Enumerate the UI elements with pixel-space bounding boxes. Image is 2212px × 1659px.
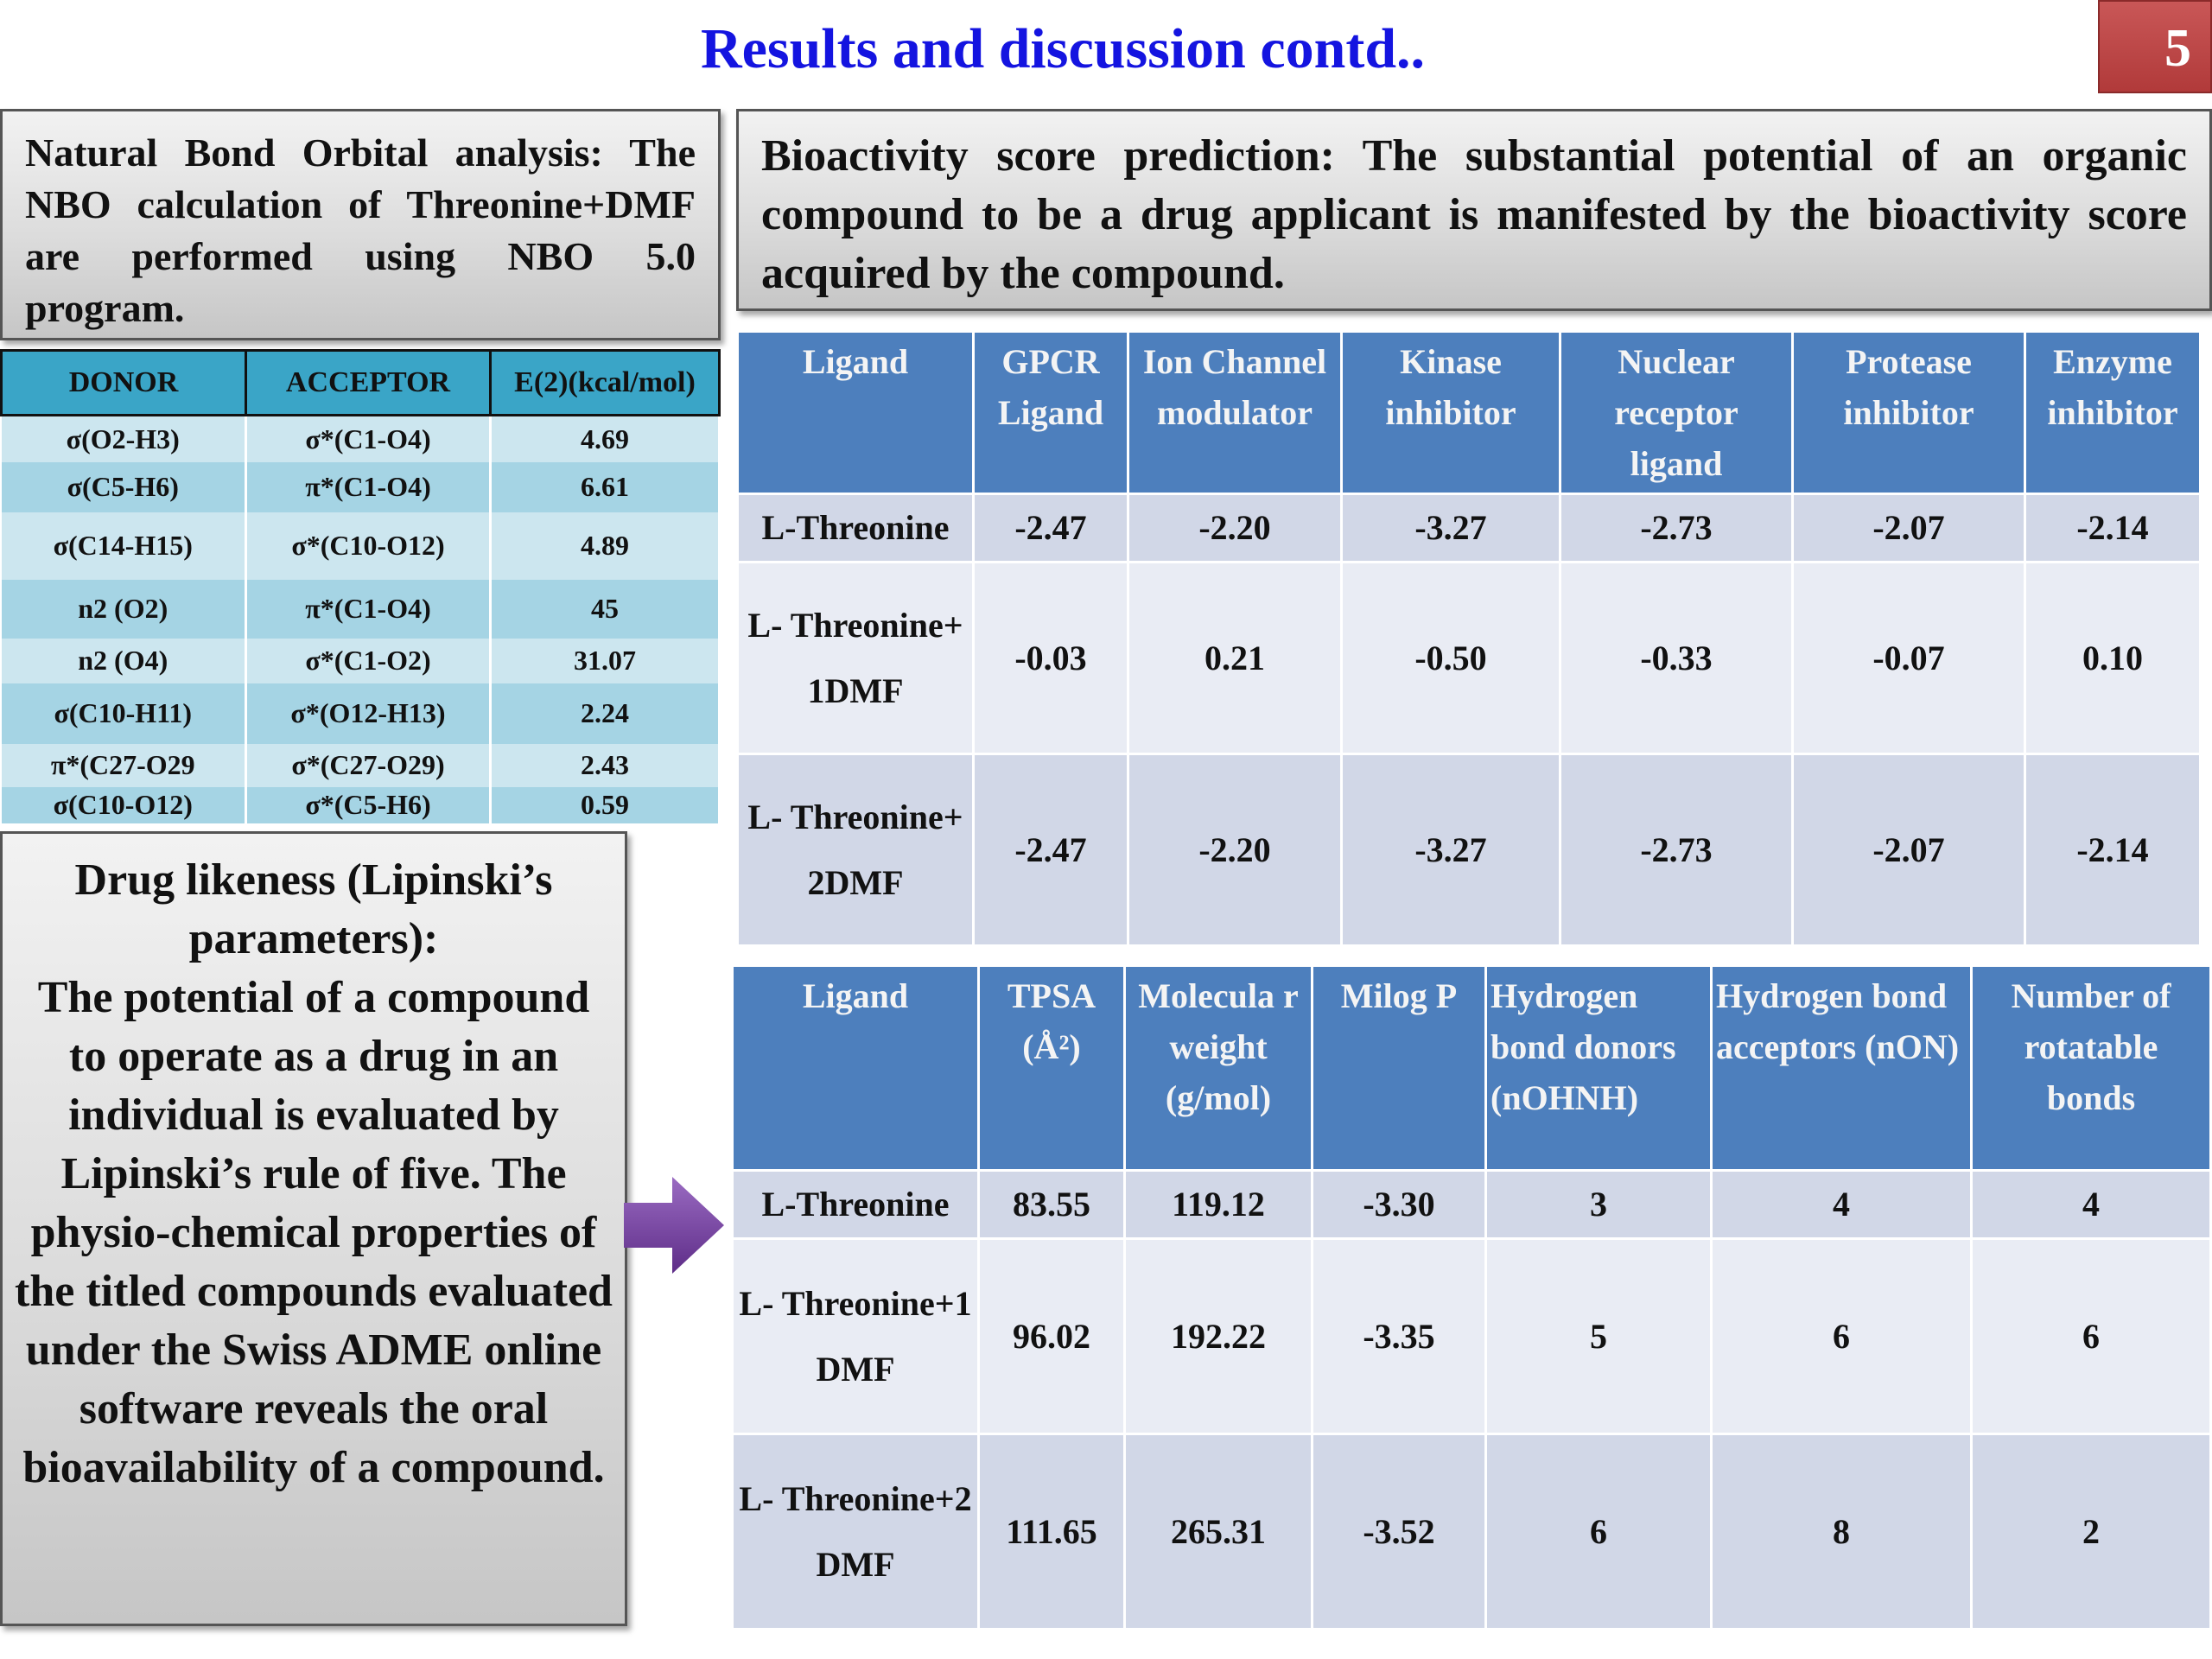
table-cell: π*(C1-O4)	[246, 462, 491, 512]
table-cell: -0.50	[1342, 563, 1560, 754]
table-row	[738, 494, 2201, 563]
table-cell: 6	[1486, 1434, 1712, 1630]
table-cell: L-Threonine	[733, 1171, 979, 1239]
table-cell: 96.02	[979, 1239, 1125, 1434]
bio-header-protease: Protease inhibitor	[1793, 332, 2025, 494]
bioactivity-header-row	[738, 332, 2201, 494]
table-cell: -3.27	[1342, 494, 1560, 563]
table-cell: -2.07	[1793, 754, 2025, 946]
table-cell: 111.65	[979, 1434, 1125, 1630]
nbo-table	[0, 349, 721, 823]
table-cell: 45	[491, 580, 720, 639]
table-cell: σ(C10-H11)	[2, 683, 246, 744]
table-cell: 5	[1486, 1239, 1712, 1434]
table-cell: L- Threonine+ 2DMF	[738, 754, 974, 946]
table-cell: 0.10	[2025, 563, 2201, 754]
table-cell: σ(C14-H15)	[2, 512, 246, 580]
table-cell: 6.61	[491, 462, 720, 512]
lip-header-hb-donors: Hydrogen bond donors (nOHNH)	[1486, 966, 1712, 1171]
table-row	[2, 416, 720, 462]
table-row	[2, 744, 720, 787]
table-cell: π*(C27-O29	[2, 744, 246, 787]
nbo-header-energy: E(2)(kcal/mol)	[491, 351, 720, 416]
table-row	[2, 787, 720, 823]
table-cell: 119.12	[1125, 1171, 1313, 1239]
table-row	[2, 639, 720, 683]
table-cell: 2	[1972, 1434, 2211, 1630]
table-cell: 0.21	[1128, 563, 1342, 754]
nbo-description-box	[0, 109, 721, 340]
table-cell: 6	[1972, 1239, 2211, 1434]
table-cell: L- Threonine+2 DMF	[733, 1434, 979, 1630]
table-cell: σ*(O12-H13)	[246, 683, 491, 744]
nbo-header-donor: DONOR	[2, 351, 246, 416]
table-row	[738, 563, 2201, 754]
bioactivity-description-text: Bioactivity score prediction: The substantial potential of an organic compound to be a drug applicant is manifested by the bioactivity score acquired by the compound.	[761, 131, 2187, 298]
bioactivity-description-box	[736, 109, 2212, 311]
bio-header-nuclear: Nuclear receptor ligand	[1560, 332, 1793, 494]
table-cell: σ(O2-H3)	[2, 416, 246, 462]
lip-header-ligand: Ligand	[733, 966, 979, 1171]
table-cell: σ*(C27-O29)	[246, 744, 491, 787]
table-cell: L- Threonine+ 1DMF	[738, 563, 974, 754]
table-row	[2, 462, 720, 512]
lip-header-tpsa: TPSA (Å²)	[979, 966, 1125, 1171]
table-row	[2, 683, 720, 744]
table-cell: -2.47	[974, 494, 1128, 563]
lip-header-rotatable: Number of rotatable bonds	[1972, 966, 2211, 1171]
nbo-table-header-row	[2, 351, 720, 416]
table-cell: -2.07	[1793, 494, 2025, 563]
lip-header-mol-weight: Molecula r weight (g/mol)	[1125, 966, 1313, 1171]
table-cell: 4	[1712, 1171, 1972, 1239]
table-row	[738, 754, 2201, 946]
table-cell: 6	[1712, 1239, 1972, 1434]
bio-header-gpcr: GPCR Ligand	[974, 332, 1128, 494]
table-cell: L- Threonine+1 DMF	[733, 1239, 979, 1434]
bio-header-enzyme: Enzyme inhibitor	[2025, 332, 2201, 494]
table-cell: -3.30	[1313, 1171, 1486, 1239]
table-cell: L-Threonine	[738, 494, 974, 563]
table-cell: -3.35	[1313, 1239, 1486, 1434]
table-cell: σ*(C1-O2)	[246, 639, 491, 683]
table-cell: σ(C5-H6)	[2, 462, 246, 512]
table-cell: 31.07	[491, 639, 720, 683]
lip-header-milog-p: Milog P	[1313, 966, 1486, 1171]
table-cell: 265.31	[1125, 1434, 1313, 1630]
table-cell: 2.43	[491, 744, 720, 787]
table-row	[733, 1434, 2211, 1630]
table-cell: -2.73	[1560, 494, 1793, 563]
table-row	[733, 1171, 2211, 1239]
table-cell: 8	[1712, 1434, 1972, 1630]
bioactivity-table	[736, 330, 2202, 947]
table-cell: 2.24	[491, 683, 720, 744]
table-row	[2, 580, 720, 639]
table-cell: -0.03	[974, 563, 1128, 754]
table-cell: 4.69	[491, 416, 720, 462]
table-cell: -2.20	[1128, 494, 1342, 563]
table-cell: -2.47	[974, 754, 1128, 946]
table-row	[2, 512, 720, 580]
drug-likeness-text: The potential of a compound to operate as a drug in an individual is evaluated by Lipinski’s rule of five. The physio-chemical properties of the titled compounds evaluated under the Swiss ADME online software reveals the oral bioavailability of a compound.	[15, 973, 613, 1492]
drug-likeness-box	[0, 831, 627, 1626]
table-cell: 4	[1972, 1171, 2211, 1239]
table-cell: -3.52	[1313, 1434, 1486, 1630]
table-cell: n2 (O2)	[2, 580, 246, 639]
table-cell: -0.07	[1793, 563, 2025, 754]
table-cell: 3	[1486, 1171, 1712, 1239]
bio-header-ligand: Ligand	[738, 332, 974, 494]
table-cell: σ(C10-O12)	[2, 787, 246, 823]
table-cell: n2 (O4)	[2, 639, 246, 683]
table-cell: -2.20	[1128, 754, 1342, 946]
nbo-header-acceptor: ACCEPTOR	[246, 351, 491, 416]
table-cell: 0.59	[491, 787, 720, 823]
table-cell: 4.89	[491, 512, 720, 580]
table-cell: π*(C1-O4)	[246, 580, 491, 639]
nbo-description-text: Natural Bond Orbital analysis: The NBO calculation of Threonine+DMF are performed using NBO 5.0 program.	[25, 130, 696, 330]
lipinski-table	[731, 964, 2212, 1630]
bio-header-kinase: Kinase inhibitor	[1342, 332, 1560, 494]
table-row	[733, 1239, 2211, 1434]
lip-header-hb-acceptors: Hydrogen bond acceptors (nON)	[1712, 966, 1972, 1171]
table-cell: -2.14	[2025, 494, 2201, 563]
table-cell: 83.55	[979, 1171, 1125, 1239]
table-cell: -0.33	[1560, 563, 1793, 754]
bio-header-ion-channel: Ion Channel modulator	[1128, 332, 1342, 494]
table-cell: -3.27	[1342, 754, 1560, 946]
table-cell: σ*(C1-O4)	[246, 416, 491, 462]
table-cell: σ*(C5-H6)	[246, 787, 491, 823]
lipinski-header-row	[733, 966, 2211, 1171]
slide-title: Results and discussion contd..	[700, 17, 1426, 80]
drug-likeness-heading: Drug likeness (Lipinski’s parameters):	[74, 855, 553, 963]
table-cell: σ*(C10-O12)	[246, 512, 491, 580]
table-cell: 192.22	[1125, 1239, 1313, 1434]
right-arrow-icon	[624, 1177, 724, 1274]
table-cell: -2.73	[1560, 754, 1793, 946]
table-cell: -2.14	[2025, 754, 2201, 946]
page-number-badge: 5	[2098, 0, 2212, 93]
